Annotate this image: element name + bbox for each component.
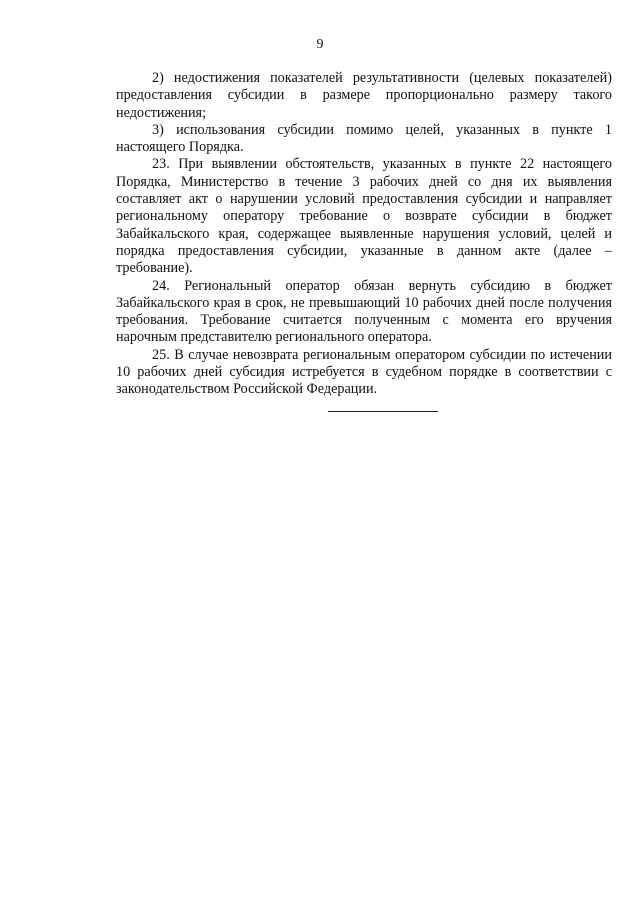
paragraph-clause-24: 24. Региональный оператор обязан вернуть субсидию в бюджет Забайкальского края в срок, не превышающий 10 рабочих дней после получения требования. Требование считается полученным с момента его вручения нарочным представителю регионального оператора. bbox=[116, 277, 612, 346]
paragraph-item-3: 3) использования субсидии помимо целей, указанных в пункте 1 настоящего Порядка. bbox=[116, 121, 612, 156]
paragraph-clause-23: 23. При выявлении обстоятельств, указанных в пункте 22 настоящего Порядка, Министерство в течение 3 рабочих дней со дня их выявления составляет акт о нарушении условий предоставления субсидии и направляет региональному оператору требование о возврате субсидии в бюджет Забайкальского края, содержащее выявленные нарушения условий, целей и порядка предоставления субсидии, указанные в данном акте (далее – требование). bbox=[116, 156, 612, 277]
paragraph-item-2: 2) недостижения показателей результативности (целевых показателей) предоставления субсидии в размере пропорционально размеру такого недостижения; bbox=[116, 70, 612, 121]
document-body bbox=[116, 70, 612, 399]
paragraph-clause-25: 25. В случае невозврата региональным оператором субсидии по истечении 10 рабочих дней субсидия истребуется в судебном порядке в соответствии с законодательством Российской Федерации. bbox=[116, 346, 612, 398]
page-number: 9 bbox=[316, 37, 324, 52]
end-separator-line bbox=[328, 411, 438, 412]
